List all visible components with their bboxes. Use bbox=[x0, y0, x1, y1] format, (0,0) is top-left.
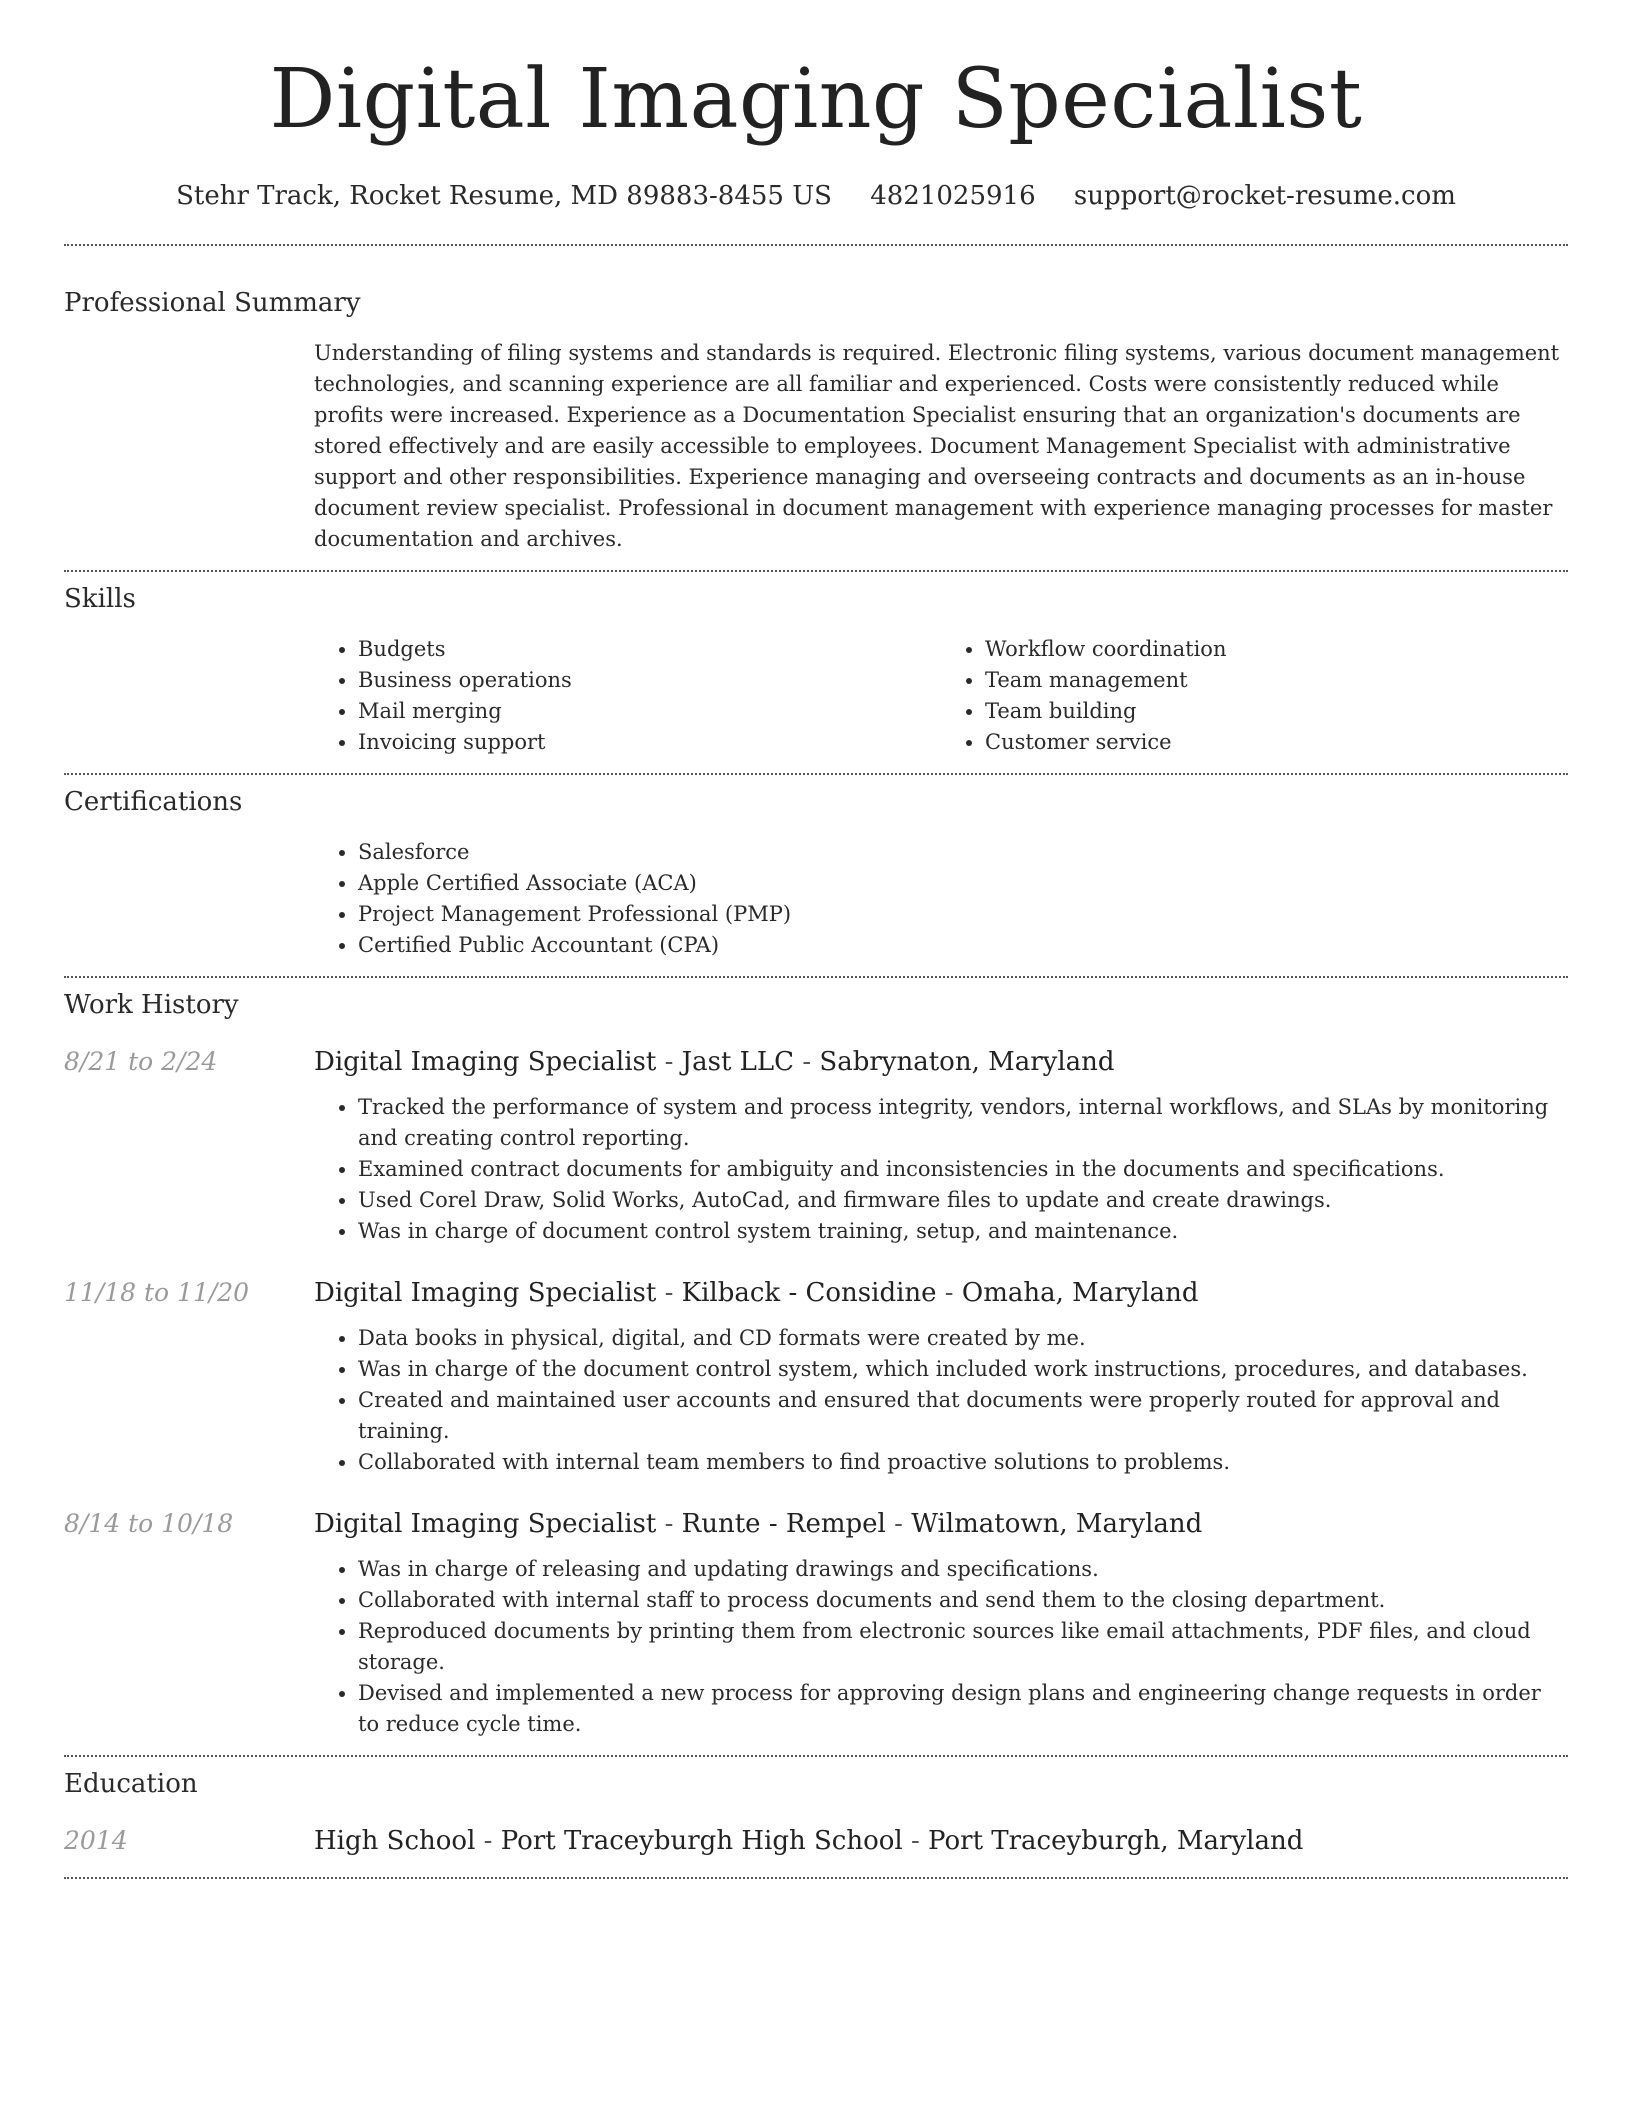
skill-item: • Business operations bbox=[358, 665, 941, 696]
summary-text: Understanding of filing systems and standards is required. Electronic filing systems, various document management technologies, and scanning experience are all familiar and experienced. Costs were consistently reduced while profits were increased. Experience as a Documentation Specialist ensuring that an organization's documents are stored effectively and are easily accessible to employees. Document Management Specialist with administrative support and other responsibilities. Experience managing and overseeing contracts and documents as an in-house document review specialist. Professional in document management with experience managing processes for master documentation and archives. bbox=[314, 341, 1560, 551]
contact-email: support@rocket-resume.com bbox=[1073, 181, 1456, 211]
certifications-list bbox=[314, 837, 1568, 961]
education-year: 2014 bbox=[64, 1826, 128, 1855]
certification-item: • Salesforce bbox=[358, 837, 1568, 868]
summary-section bbox=[64, 246, 1568, 570]
job-separator: - bbox=[656, 1278, 682, 1308]
certification-item: • Project Management Professional (PMP) bbox=[358, 899, 1568, 930]
job-header bbox=[64, 1506, 1568, 1542]
job-company: Jast LLC bbox=[681, 1047, 795, 1077]
job-title-line bbox=[314, 1275, 1199, 1311]
job-separator: - bbox=[656, 1047, 682, 1077]
skills-list-right bbox=[941, 634, 1568, 758]
job-header bbox=[64, 1044, 1568, 1080]
job-entry bbox=[64, 1275, 1568, 1478]
job-header bbox=[64, 1275, 1568, 1311]
job-location: Sabrynaton, Maryland bbox=[819, 1047, 1115, 1077]
job-bullet: • Tracked the performance of system and process integrity, vendors, internal workflows, and SLAs by monitoring and creating control reporting. bbox=[358, 1092, 1568, 1154]
job-bullet: • Collaborated with internal team members to find proactive solutions to problems. bbox=[358, 1447, 1568, 1478]
section-divider bbox=[64, 1877, 1568, 1879]
candidate-name: Digital Imaging Specialist bbox=[269, 52, 1363, 147]
job-bullet: • Was in charge of the document control system, which included work instructions, procedures, and databases. bbox=[358, 1354, 1568, 1385]
certification-item: • Apple Certified Associate (ACA) bbox=[358, 868, 1568, 899]
education-entry bbox=[64, 1823, 1568, 1859]
job-bullets bbox=[314, 1323, 1568, 1478]
education-section bbox=[64, 1757, 1568, 1877]
education-separator: - bbox=[902, 1826, 929, 1856]
job-separator: - bbox=[794, 1047, 820, 1077]
job-bullet: • Reproduced documents by printing them from electronic sources like email attachments, PDF files, and cloud storage. bbox=[358, 1616, 1568, 1678]
job-separator: - bbox=[885, 1509, 912, 1539]
job-company: Runte - Rempel bbox=[681, 1509, 886, 1539]
job-bullet: • Collaborated with internal staff to process documents and send them to the closing department. bbox=[358, 1585, 1568, 1616]
resume-header bbox=[64, 0, 1568, 214]
job-separator: - bbox=[656, 1509, 682, 1539]
job-separator: - bbox=[936, 1278, 962, 1308]
summary-heading: Professional Summary bbox=[64, 288, 361, 318]
education-school: Port Traceyburgh High School bbox=[500, 1826, 903, 1856]
skill-item: • Budgets bbox=[358, 634, 941, 665]
job-dates: 8/21 to 2/24 bbox=[64, 1047, 218, 1076]
job-bullets bbox=[314, 1554, 1568, 1740]
skills-grid bbox=[314, 634, 1568, 773]
certification-item: • Certified Public Accountant (CPA) bbox=[358, 930, 1568, 961]
education-separator: - bbox=[475, 1826, 501, 1856]
work-section bbox=[64, 978, 1568, 1755]
job-location: Wilmatown, Maryland bbox=[911, 1509, 1203, 1539]
job-bullets-wrap bbox=[314, 1323, 1568, 1478]
education-title-line bbox=[314, 1823, 1303, 1859]
skills-section bbox=[64, 572, 1568, 773]
job-role: Digital Imaging Specialist bbox=[314, 1509, 657, 1539]
job-dates: 11/18 to 11/20 bbox=[64, 1278, 250, 1307]
job-bullet: • Created and maintained user accounts and ensured that documents were properly routed for approval and training. bbox=[358, 1385, 1568, 1447]
job-location: Omaha, Maryland bbox=[961, 1278, 1199, 1308]
job-role: Digital Imaging Specialist bbox=[314, 1278, 657, 1308]
job-company: Kilback - Considine bbox=[681, 1278, 937, 1308]
job-title-line bbox=[314, 1044, 1115, 1080]
job-entry bbox=[64, 1044, 1568, 1247]
job-entry bbox=[64, 1506, 1568, 1755]
certifications-list-wrap bbox=[314, 837, 1568, 976]
contact-phone: 4821025916 bbox=[870, 181, 1036, 211]
job-dates: 8/14 to 10/18 bbox=[64, 1509, 234, 1538]
job-bullets-wrap bbox=[314, 1554, 1568, 1740]
certifications-section bbox=[64, 775, 1568, 976]
skill-item: • Invoicing support bbox=[358, 727, 941, 758]
skills-heading: Skills bbox=[64, 584, 136, 614]
job-bullet: • Devised and implemented a new process for approving design plans and engineering change requests in order to reduce cycle time. bbox=[358, 1678, 1568, 1740]
job-bullet: • Data books in physical, digital, and CD formats were created by me. bbox=[358, 1323, 1568, 1354]
education-heading: Education bbox=[64, 1769, 198, 1799]
contact-address: Stehr Track, Rocket Resume, MD 89883-8455 US bbox=[176, 181, 832, 211]
certifications-heading: Certifications bbox=[64, 787, 243, 817]
contact-line bbox=[64, 178, 1568, 214]
skill-item: • Customer service bbox=[985, 727, 1568, 758]
job-title-line bbox=[314, 1506, 1202, 1542]
work-heading: Work History bbox=[64, 990, 239, 1020]
skill-item: • Workflow coordination bbox=[985, 634, 1568, 665]
job-bullet: • Was in charge of document control system training, setup, and maintenance. bbox=[358, 1216, 1568, 1247]
job-bullet: • Examined contract documents for ambiguity and inconsistencies in the documents and specifications. bbox=[358, 1154, 1568, 1185]
education-degree: High School bbox=[314, 1826, 476, 1856]
job-role: Digital Imaging Specialist bbox=[314, 1047, 657, 1077]
skill-item: • Team management bbox=[985, 665, 1568, 696]
skill-item: • Team building bbox=[985, 696, 1568, 727]
skill-item: • Mail merging bbox=[358, 696, 941, 727]
job-bullets bbox=[314, 1092, 1568, 1247]
education-location: Port Traceyburgh, Maryland bbox=[928, 1826, 1304, 1856]
job-bullet: • Was in charge of releasing and updating drawings and specifications. bbox=[358, 1554, 1568, 1585]
skills-list-left bbox=[314, 634, 941, 758]
job-bullet: • Used Corel Draw, Solid Works, AutoCad, and firmware files to update and create drawings. bbox=[358, 1185, 1568, 1216]
job-bullets-wrap bbox=[314, 1092, 1568, 1247]
